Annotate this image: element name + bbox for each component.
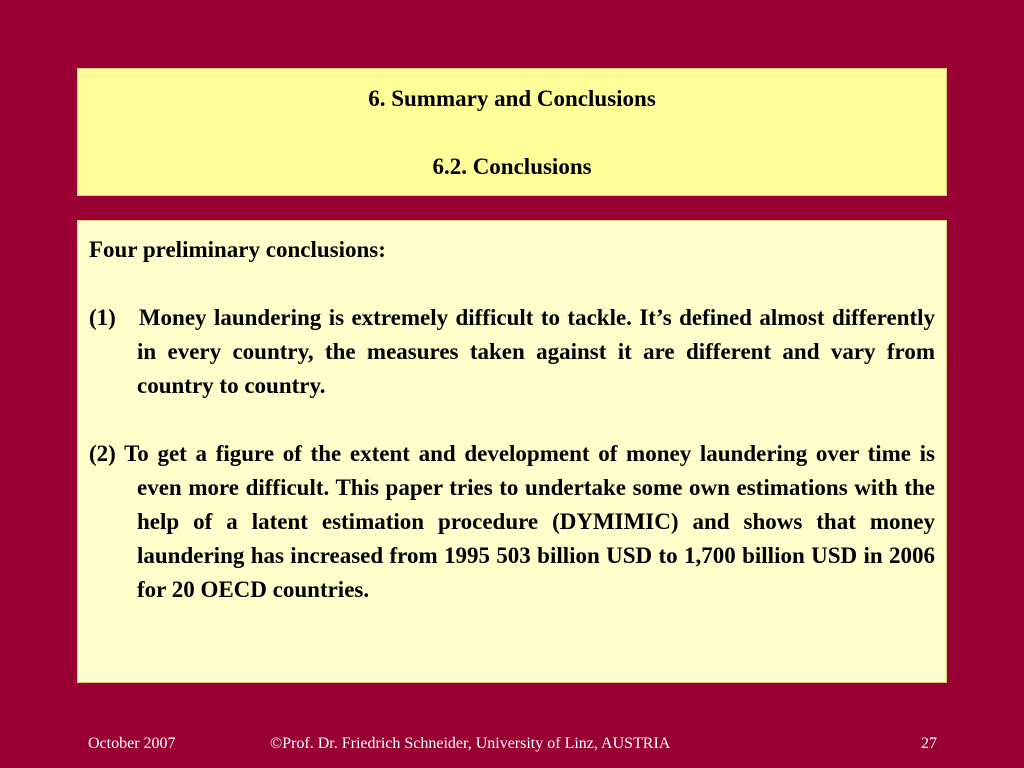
conclusion-item-1: (1) Money laundering is extremely difficult to tackle. It’s defined almost differently in every country, the measures taken against it are different and vary from country to country. (89, 305, 935, 398)
footer-date: October 2007 (88, 735, 176, 752)
intro-text: Four preliminary conclusions: (89, 237, 386, 262)
slide-subtitle: 6.2. Conclusions (432, 154, 592, 179)
title-box (77, 68, 947, 196)
footer-author: ©Prof. Dr. Friedrich Schneider, University of Linz, AUSTRIA (270, 735, 671, 752)
conclusion-item-2: (2) To get a figure of the extent and development of money laundering over time is even more difficult. This paper tries to undertake some own estimations with the help of a latent estimation procedure (DYMIMIC) and shows that money laundering has increased from 1995 503 billion USD to 1,700 billion USD in 2006 for 20 OECD countries. (89, 441, 935, 602)
footer (0, 733, 1024, 755)
content-box (77, 220, 947, 683)
page-number: 27 (921, 735, 937, 752)
slide-title: 6. Summary and Conclusions (368, 86, 656, 111)
